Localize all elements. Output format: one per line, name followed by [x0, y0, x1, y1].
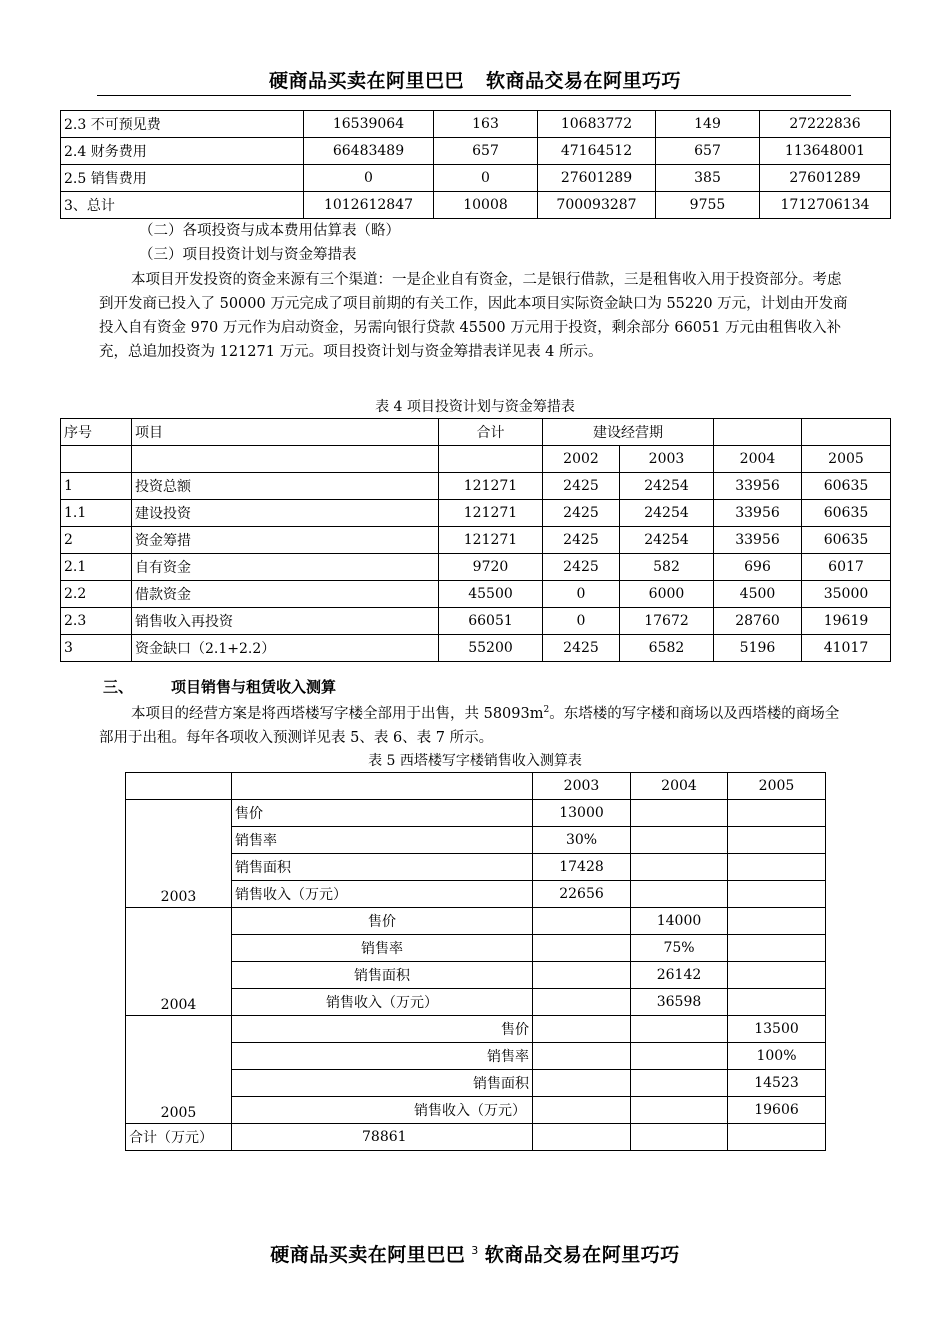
table-cell: 2425	[543, 554, 620, 581]
table-cell: 66051	[439, 608, 543, 635]
table-cell: 14523	[728, 1070, 826, 1097]
table-cell: 149	[656, 111, 760, 138]
table-cell: 9755	[656, 192, 760, 219]
table-cell: 33956	[714, 500, 802, 527]
paragraph-text: 本项目的经营方案是将西塔楼写字楼全部用于出售，共 58093m	[131, 705, 544, 722]
table-cell	[631, 1070, 728, 1097]
table-cell: 27601289	[760, 165, 891, 192]
table-cell: 121271	[439, 500, 543, 527]
table-cell: 2.3 不可预见费	[61, 111, 304, 138]
table-cell: 2.1	[61, 554, 132, 581]
table-cell: 1	[61, 473, 132, 500]
table-cell: 6582	[620, 635, 714, 662]
table-cell: 27222836	[760, 111, 891, 138]
page-footer	[0, 1240, 950, 1267]
table-cell: 696	[714, 554, 802, 581]
table-row	[61, 527, 891, 554]
header-rule	[97, 95, 851, 96]
table-cell	[631, 1124, 728, 1151]
table-cell: 121271	[439, 527, 543, 554]
table-cell: 33956	[714, 473, 802, 500]
table-cell: 47164512	[538, 138, 656, 165]
table-cell: 5196	[714, 635, 802, 662]
table-cell: 2	[61, 527, 132, 554]
table-cell: 自有资金	[132, 554, 439, 581]
table-cell: 19606	[728, 1097, 826, 1124]
table-cell: 55200	[439, 635, 543, 662]
table-cell	[132, 446, 439, 473]
table-cell	[533, 1070, 631, 1097]
table-cell	[631, 800, 728, 827]
table-cell	[802, 419, 891, 446]
operation-paragraph	[99, 698, 853, 750]
section-item-3: （三）项目投资计划与资金筹措表	[139, 247, 357, 263]
heading-title: 项目销售与租赁收入测算	[171, 678, 337, 696]
row-label: 售价	[232, 800, 533, 827]
table-cell: 33956	[714, 527, 802, 554]
table-cell: 45500	[439, 581, 543, 608]
table-cell	[728, 908, 826, 935]
header-seq: 序号	[61, 419, 132, 446]
table-cell: 2.5 销售费用	[61, 165, 304, 192]
table-cell: 24254	[620, 500, 714, 527]
table-cell: 投资总额	[132, 473, 439, 500]
table-cell: 163	[434, 111, 538, 138]
table-cell: 0	[543, 608, 620, 635]
table-cell: 6000	[620, 581, 714, 608]
page-number: 3	[471, 1243, 479, 1257]
table-cell: 113648001	[760, 138, 891, 165]
row-label: 销售收入（万元）	[232, 881, 533, 908]
table-cell: 2.3	[61, 608, 132, 635]
table-header-row	[126, 773, 826, 800]
table-cell: 13000	[533, 800, 631, 827]
table-row	[126, 908, 826, 935]
table-cell: 9720	[439, 554, 543, 581]
year-header: 2004	[714, 446, 802, 473]
table-cell: 385	[656, 165, 760, 192]
table-cell: 6017	[802, 554, 891, 581]
table-cell	[714, 419, 802, 446]
year-header: 2002	[543, 446, 620, 473]
table-cell: 0	[543, 581, 620, 608]
investment-plan-table	[60, 418, 891, 662]
table-cell	[728, 1124, 826, 1151]
table-cell	[533, 935, 631, 962]
table-cell	[533, 1097, 631, 1124]
group-year-2004: 2004	[126, 908, 232, 1016]
footer-right-text: 软商品交易在阿里巧巧	[484, 1244, 680, 1266]
table-cell	[533, 1043, 631, 1070]
table-cell	[61, 446, 132, 473]
table-cell	[533, 1124, 631, 1151]
table-cell: 借款资金	[132, 581, 439, 608]
table-cell: 35000	[802, 581, 891, 608]
table-row	[61, 635, 891, 662]
footer-left-text: 硬商品买卖在阿里巴巴	[270, 1244, 466, 1266]
table-row	[61, 165, 891, 192]
table-cell: 建设投资	[132, 500, 439, 527]
row-label: 销售率	[232, 935, 533, 962]
table-cell: 24254	[620, 527, 714, 554]
year-header: 2005	[728, 773, 826, 800]
table-cell: 60635	[802, 500, 891, 527]
group-year-2005: 2005	[126, 1016, 232, 1124]
row-label: 售价	[232, 908, 533, 935]
row-label: 销售面积	[232, 962, 533, 989]
sales-revenue-table	[125, 772, 826, 1151]
funding-paragraph: 本项目开发投资的资金来源有三个渠道：一是企业自有资金，二是银行借款，三是租售收入用于投资部分。考虑到开发商已投入了 50000 万元完成了项目前期的有关工作，因此本项目实际资金缺口为 55220 万元，计划由开发商投入自有资金 970 万元作为启动资金，另需向银行贷款 45500 万元用于投资，剩余部分 66051 万元由租售收入补充，总追加投资为 121271 万元。项目投资计划与资金筹措表详见表 4 所示。	[99, 272, 848, 360]
table-row	[61, 608, 891, 635]
table-cell: 60635	[802, 473, 891, 500]
heading-number: 三、	[103, 678, 134, 696]
table-cell: 14000	[631, 908, 728, 935]
table-cell: 4500	[714, 581, 802, 608]
table-header-row	[61, 419, 891, 446]
table-row	[126, 1016, 826, 1043]
table-cell: 2.4 财务费用	[61, 138, 304, 165]
header-left-text: 硬商品买卖在阿里巴巴	[268, 70, 464, 92]
table-header-row	[61, 446, 891, 473]
table-cell	[439, 446, 543, 473]
year-header: 2004	[631, 773, 728, 800]
table-cell: 17672	[620, 608, 714, 635]
table-cell: 27601289	[538, 165, 656, 192]
table-cell: 资金缺口（2.1+2.2）	[132, 635, 439, 662]
table-cell: 700093287	[538, 192, 656, 219]
total-label: 合计（万元）	[126, 1124, 232, 1151]
table-cell: 657	[434, 138, 538, 165]
table-cell: 1712706134	[760, 192, 891, 219]
table-cell	[728, 962, 826, 989]
table-cell: 24254	[620, 473, 714, 500]
table-cell	[232, 773, 533, 800]
table-cell: 3、总计	[61, 192, 304, 219]
table-cell: 26142	[631, 962, 728, 989]
table-cell: 13500	[728, 1016, 826, 1043]
table-cell: 3	[61, 635, 132, 662]
table-cell: 2425	[543, 635, 620, 662]
paragraph-text: 。东塔楼的写字楼和商场以及西塔楼的商场全部用于出租。每年各项收入预测详见表 5、表 6、表 7 所示。	[99, 705, 840, 746]
table-row	[61, 111, 891, 138]
table-cell: 121271	[439, 473, 543, 500]
table-cell	[533, 908, 631, 935]
page-header	[0, 66, 950, 93]
table-cell: 2425	[543, 473, 620, 500]
table-cell	[728, 935, 826, 962]
row-label: 销售面积	[232, 854, 533, 881]
table-row	[61, 554, 891, 581]
header-item: 项目	[132, 419, 439, 446]
table-cell: 75%	[631, 935, 728, 962]
row-label: 销售面积	[232, 1070, 533, 1097]
row-label: 销售率	[232, 827, 533, 854]
table-cell: 0	[304, 165, 434, 192]
table-cell: 22656	[533, 881, 631, 908]
table-row	[61, 192, 891, 219]
superscript: 2	[543, 705, 550, 715]
table-cell	[631, 1097, 728, 1124]
table-cell	[631, 854, 728, 881]
section-item-2: （二）各项投资与成本费用估算表（略）	[139, 223, 400, 239]
table-cell: 2.2	[61, 581, 132, 608]
table-cell: 10008	[434, 192, 538, 219]
table-cell	[728, 854, 826, 881]
row-label: 销售率	[232, 1043, 533, 1070]
header-period: 建设经营期	[543, 419, 714, 446]
table-cell	[631, 1043, 728, 1070]
table-cell	[631, 881, 728, 908]
table-cell: 1.1	[61, 500, 132, 527]
table-cell: 100%	[728, 1043, 826, 1070]
table-cell: 66483489	[304, 138, 434, 165]
table-row	[61, 581, 891, 608]
table-cell: 30%	[533, 827, 631, 854]
table-row	[61, 473, 891, 500]
table-cell	[533, 962, 631, 989]
table-cell: 2425	[543, 527, 620, 554]
header-right-text: 软商品交易在阿里巧巧	[486, 70, 682, 92]
table-cell	[631, 827, 728, 854]
table-cell	[728, 881, 826, 908]
cost-summary-table	[60, 110, 891, 219]
total-value: 78861	[232, 1124, 533, 1151]
section-heading-3	[103, 676, 336, 697]
table-cell: 657	[656, 138, 760, 165]
table-cell: 60635	[802, 527, 891, 554]
table-cell	[126, 773, 232, 800]
row-label: 销售收入（万元）	[232, 989, 533, 1016]
row-label: 销售收入（万元）	[232, 1097, 533, 1124]
year-header: 2003	[620, 446, 714, 473]
table-row	[61, 500, 891, 527]
table-cell	[728, 800, 826, 827]
table-cell: 2425	[543, 500, 620, 527]
table-cell: 16539064	[304, 111, 434, 138]
table-cell: 17428	[533, 854, 631, 881]
table-cell: 36598	[631, 989, 728, 1016]
table-cell	[728, 989, 826, 1016]
table5-caption: 表 5 西塔楼写字楼销售收入测算表	[368, 753, 582, 769]
table-row	[61, 138, 891, 165]
table-cell: 资金筹措	[132, 527, 439, 554]
year-header: 2005	[802, 446, 891, 473]
table-cell: 0	[434, 165, 538, 192]
table-row	[126, 1124, 826, 1151]
table4-caption: 表 4 项目投资计划与资金筹措表	[375, 399, 575, 415]
table-cell	[533, 1016, 631, 1043]
header-total: 合计	[439, 419, 543, 446]
year-header: 2003	[533, 773, 631, 800]
table-row	[126, 800, 826, 827]
table-cell	[631, 1016, 728, 1043]
group-year-2003: 2003	[126, 800, 232, 908]
table-cell: 41017	[802, 635, 891, 662]
row-label: 售价	[232, 1016, 533, 1043]
table-cell: 销售收入再投资	[132, 608, 439, 635]
table-cell: 19619	[802, 608, 891, 635]
table-cell: 1012612847	[304, 192, 434, 219]
table-cell	[728, 827, 826, 854]
table-cell: 582	[620, 554, 714, 581]
table-cell	[533, 989, 631, 1016]
table-cell: 28760	[714, 608, 802, 635]
table-cell: 10683772	[538, 111, 656, 138]
